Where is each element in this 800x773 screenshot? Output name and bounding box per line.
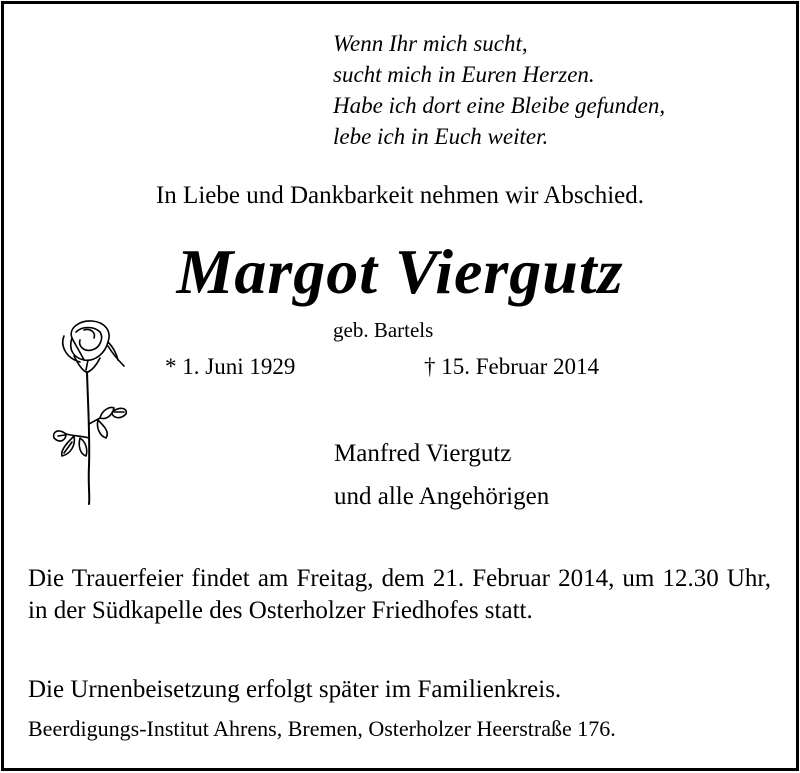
- poem-line: lebe ich in Euch weiter.: [333, 124, 549, 149]
- funeral-info: Die Trauerfeier findet am Freitag, dem 21. Februar 2014, um 12.30 Uhr, in der Südkapelle des Osterholzer Friedhofes statt.: [28, 565, 771, 624]
- maiden-name: geb. Bartels: [333, 318, 434, 342]
- death-date: † 15. Februar 2014: [424, 354, 600, 379]
- poem-line: Wenn Ihr mich sucht,: [333, 31, 528, 56]
- poem-line: sucht mich in Euren Herzen.: [333, 62, 595, 87]
- undertaker-info: Beerdigungs-Institut Ahrens, Bremen, Osterholzer Heerstraße 176.: [28, 716, 616, 741]
- urn-burial-info: Die Urnenbeisetzung erfolgt später im Familienkreis.: [28, 676, 562, 703]
- mourner-name: Manfred Viergutz: [334, 440, 512, 467]
- mourner-family: und alle Angehörigen: [334, 483, 550, 510]
- birth-date: * 1. Juni 1929: [165, 354, 296, 379]
- deceased-name: Margot Viergutz: [176, 236, 624, 307]
- poem: [333, 28, 665, 152]
- farewell-text: In Liebe und Dankbarkeit nehmen wir Abschied.: [155, 182, 645, 209]
- poem-line: Habe ich dort eine Bleibe gefunden,: [333, 93, 666, 118]
- rose-icon: [50, 316, 130, 513]
